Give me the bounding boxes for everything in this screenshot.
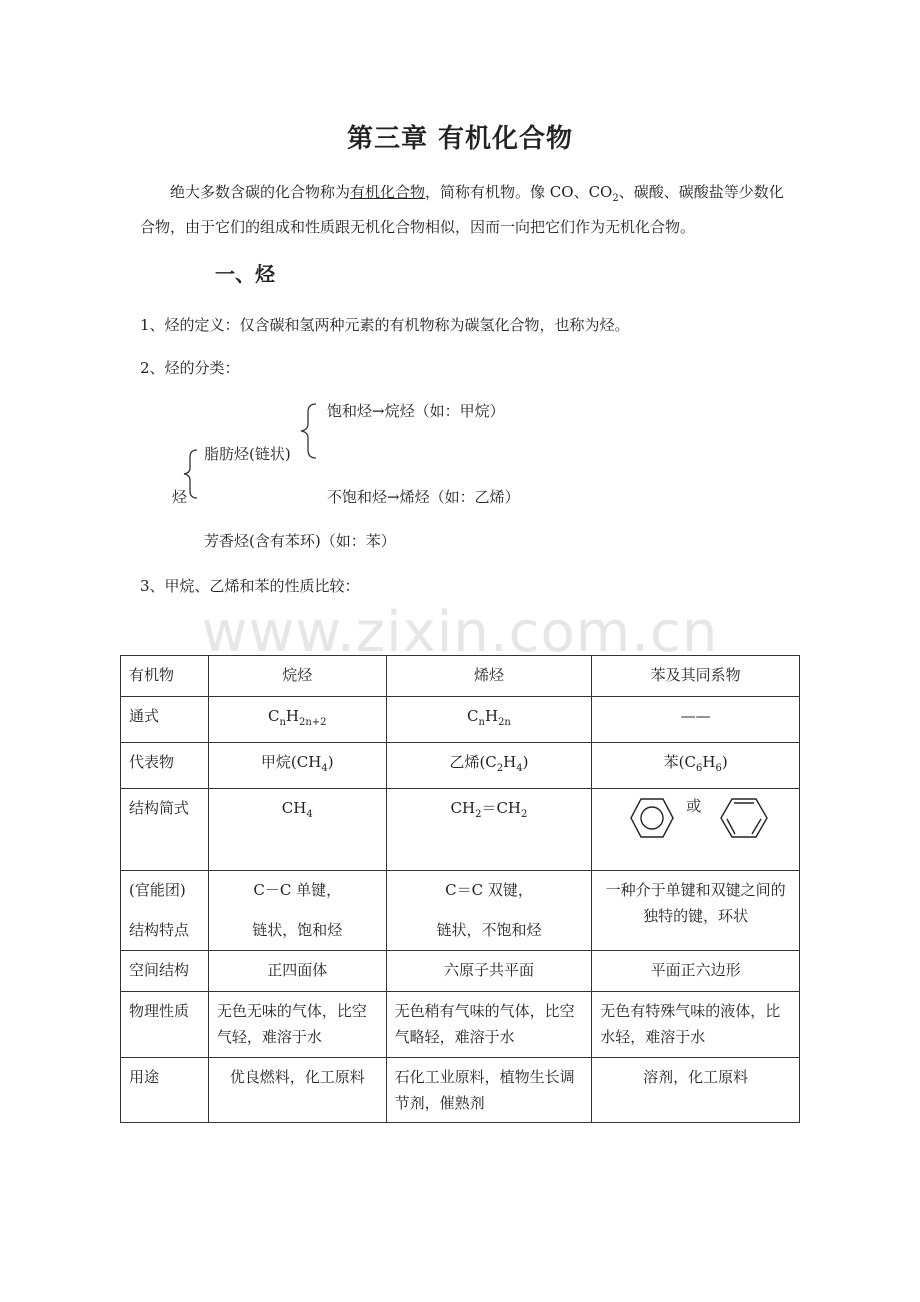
section-heading: 一、烃 bbox=[215, 262, 275, 286]
row-label: 物理性质 bbox=[121, 992, 209, 1058]
comparison-item: 3、甲烷、乙烯和苯的性质比较： bbox=[140, 577, 360, 595]
alkene-chain: 链状，不饱和烃 bbox=[436, 921, 542, 939]
aliphatic-label: 脂肪烃(链状) bbox=[204, 445, 291, 463]
or-label: 或 bbox=[686, 797, 702, 815]
table-row bbox=[121, 871, 800, 951]
alkane-representative: 甲烷$(CH_4)$ bbox=[208, 743, 386, 789]
properties-table bbox=[120, 655, 800, 1123]
intro-paragraph bbox=[140, 178, 790, 241]
row-label-line1: (官能团) bbox=[129, 881, 186, 899]
unsaturated-label: 不饱和烃→烯烃（如：乙烯） bbox=[327, 488, 520, 506]
alkene-bond: C＝C 双键， bbox=[445, 881, 533, 899]
benzene-ring-circle-icon bbox=[630, 797, 674, 839]
intro-before: 绝大多数含碳的化合物称为 bbox=[170, 183, 351, 201]
alkane-chain: 链状，饱和烃 bbox=[252, 921, 343, 939]
hydrocarbon-root: 烃 bbox=[172, 488, 188, 506]
table-row bbox=[121, 789, 800, 871]
row-label: 通式 bbox=[121, 697, 209, 743]
watermark: www.zixin.com.cn bbox=[201, 600, 719, 665]
benzene-general-formula: —— bbox=[592, 697, 800, 743]
alkane-uses: 优良燃料，化工原料 bbox=[208, 1058, 386, 1123]
alkane-bond: C－C 单键， bbox=[253, 881, 342, 899]
benzene-uses: 溶剂，化工原料 bbox=[592, 1058, 800, 1123]
table-row bbox=[121, 1058, 800, 1123]
saturated-label: 饱和烃→烷烃（如：甲烷） bbox=[327, 402, 505, 420]
table-row bbox=[121, 697, 800, 743]
benzene-features: 一种介于单键和双键之间的独特的键，环状 bbox=[592, 871, 800, 951]
alkene-representative: 乙烯$(C_2H_4)$ bbox=[386, 743, 592, 789]
alkane-spatial: 正四面体 bbox=[208, 951, 386, 992]
benzene-kekule-icon bbox=[720, 797, 768, 839]
alkane-general-formula: $C_nH_{2n+2}$ bbox=[208, 697, 386, 743]
row-label: 代表物 bbox=[121, 743, 209, 789]
definition-item: 1、烃的定义：仅含碳和氢两种元素的有机物称为碳氢化合物，也称为烃。 bbox=[140, 316, 630, 334]
benzene-physical: 无色有特殊气味的液体，比水轻，难溶于水 bbox=[592, 992, 800, 1058]
alkene-features bbox=[386, 871, 592, 951]
alkane-physical: 无色无味的气体，比空气轻，难溶于水 bbox=[208, 992, 386, 1058]
table-row bbox=[121, 656, 800, 697]
header-cell: 有机物 bbox=[121, 656, 209, 697]
alkene-uses: 石化工业原料，植物生长调节剂，催熟剂 bbox=[386, 1058, 592, 1123]
intro-after: 、碳酸、碳酸盐等少数化合物，由于它们的组成和性质跟无机化合物相似，因而一向把它们作为无机化合物。 bbox=[140, 183, 784, 236]
row-label: 结构简式 bbox=[121, 789, 209, 871]
brace-aliphatic-icon bbox=[298, 402, 320, 460]
benzene-structure bbox=[592, 789, 800, 871]
row-label: 空间结构 bbox=[121, 951, 209, 992]
table-row bbox=[121, 951, 800, 992]
header-cell: 烯烃 bbox=[386, 656, 592, 697]
alkene-general-formula: $C_nH_{2n}$ bbox=[386, 697, 592, 743]
table-row bbox=[121, 743, 800, 789]
alkene-physical: 无色稍有气味的气体，比空气略轻，难溶于水 bbox=[386, 992, 592, 1058]
alkane-features bbox=[208, 871, 386, 951]
header-cell: 苯及其同系物 bbox=[592, 656, 800, 697]
alkane-structure: $CH_4$ bbox=[208, 789, 386, 871]
chapter-title: 第三章 有机化合物 bbox=[346, 124, 574, 154]
co2-subscript: 2 bbox=[612, 193, 619, 204]
intro-mid: ，简称有机物。像 CO、CO bbox=[425, 183, 613, 201]
classification-item: 2、烃的分类： bbox=[140, 359, 240, 377]
table-row bbox=[121, 992, 800, 1058]
header-cell: 烷烃 bbox=[208, 656, 386, 697]
alkene-structure: $CH_2=CH_2$ bbox=[386, 789, 592, 871]
benzene-representative: 苯$(C_6H_6)$ bbox=[592, 743, 800, 789]
row-label-line2: 结构特点 bbox=[129, 921, 190, 939]
row-label: 用途 bbox=[121, 1058, 209, 1123]
term-organic-compound: 有机化合物 bbox=[350, 183, 426, 201]
row-label bbox=[121, 871, 209, 951]
aromatic-label: 芳香烃(含有苯环)（如：苯） bbox=[204, 532, 396, 550]
benzene-spatial: 平面正六边形 bbox=[592, 951, 800, 992]
alkene-spatial: 六原子共平面 bbox=[386, 951, 592, 992]
